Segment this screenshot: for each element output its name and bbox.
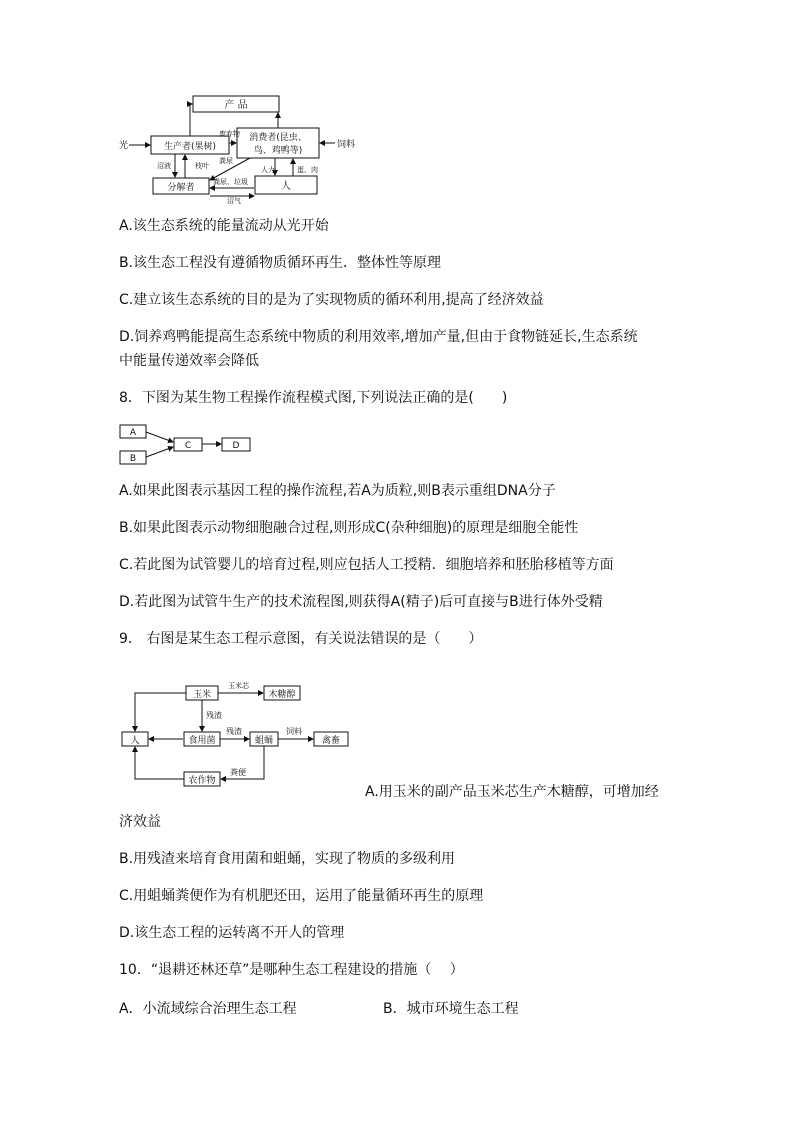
q9-option-b: B.用残渣来培育食用菌和蛆蛹，实现了物质的多级利用 [119,851,456,867]
q7-option-d-line2: 中能量传递效率会降低 [119,353,259,369]
q8-option-d: D.若此图为试管牛生产的技术流程图,则获得A(精子)后可直接与B进行体外受精 [119,594,603,610]
light-label: 光 [119,141,129,151]
q10-option-b: B．城市环境生态工程 [383,1001,519,1017]
xylitol-label: 木糖醇 [268,690,296,700]
biogas-residue-label: 沼液 [157,162,171,170]
q8-stem: 8．下图为某生物工程操作流程模式图,下列说法正确的是( ) [119,390,508,406]
fallen-leaves-label: 枝叶 [195,162,209,170]
livestock-label: 禽畜 [321,736,341,746]
ecosystem-diagram [115,90,375,205]
biogas-label: 沼气 [227,197,241,205]
box-a-label: A [129,428,137,438]
corn-ecology-diagram [118,680,358,792]
q9-option-a-line1: A.用玉米的副产品玉米芯生产木糖醇，可增加经 [365,784,659,800]
q10-stem: 10．“退耕还林还草”是哪种生态工程建设的措施（ ） [119,962,464,978]
feed-label: 饲料 [286,727,302,736]
q7-option-a: A.该生态系统的能量流动从光开始 [119,218,329,234]
q8-option-a: A.如果此图表示基因工程的操作流程,若A为质粒,则B表示重组DNA分子 [119,483,556,499]
person-label: 人 [281,181,291,192]
process-flow-diagram [119,423,254,465]
box-d-label: D [232,441,240,451]
consumer-label-2: 鸟、鸡鸭等) [253,146,303,156]
q10-option-a: A．小流域综合治理生态工程 [119,1001,297,1017]
consumer-label-1: 消费者(昆虫、 [249,133,307,143]
q9-option-d: D.该生态工程的运转离不开人的管理 [119,925,345,941]
residue-1-label: 残渣 [206,711,222,720]
product-label: 产 品 [224,100,248,111]
box-b-label: B [129,454,137,464]
mushroom-label: 食用菌 [188,736,216,746]
crops-label: 农作物 [188,776,216,786]
fly-larvae-label: 蛆蛹 [254,736,274,746]
q7-option-d-line1: D.饲养鸡鸭能提高生态系统中物质的利用效率,增加产量,但由于食物链延长,生态系统 [119,329,638,345]
manure-garbage-label: 粪尿、垃圾 [213,178,248,186]
producer-label: 生产者(果树) [163,142,217,152]
decomposer-label: 分解者 [167,183,195,193]
waste-label: 废弃物 [219,130,240,138]
q9-option-c: C.用蛆蛹粪便作为有机肥还田，运用了能量循环再生的原理 [119,888,484,904]
q8-option-c: C.若此图为试管婴儿的培育过程,则应包括人工授精．细胞培养和胚胎移植等方面 [119,557,614,573]
q7-option-b: B.该生态工程没有遵循物质循环再生．整体性等原理 [119,255,442,271]
q8-option-b: B.如果此图表示动物细胞融合过程,则形成C(杂种细胞)的原理是细胞全能性 [119,520,579,536]
manure-label: 粪便 [230,768,246,777]
box-c-label: C [184,441,192,451]
manure-label: 粪尿 [219,157,233,165]
eggs-meat-label: 蛋、肉 [297,166,318,174]
residue-2-label: 残渣 [226,727,242,736]
labor-label: 人力 [261,166,275,174]
corncob-label: 玉米芯 [228,682,249,690]
corn-label: 玉米 [192,690,212,700]
q9-stem: 9． 右图是某生态工程示意图，有关说法错误的是（ ） [119,631,483,647]
person-label: 人 [130,736,140,746]
q7-option-c: C.建立该生态系统的目的是为了实现物质的循环利用,提高了经济效益 [119,292,544,308]
feed-label: 饲料 [337,140,356,150]
q9-option-a-line2: 济效益 [119,814,161,830]
